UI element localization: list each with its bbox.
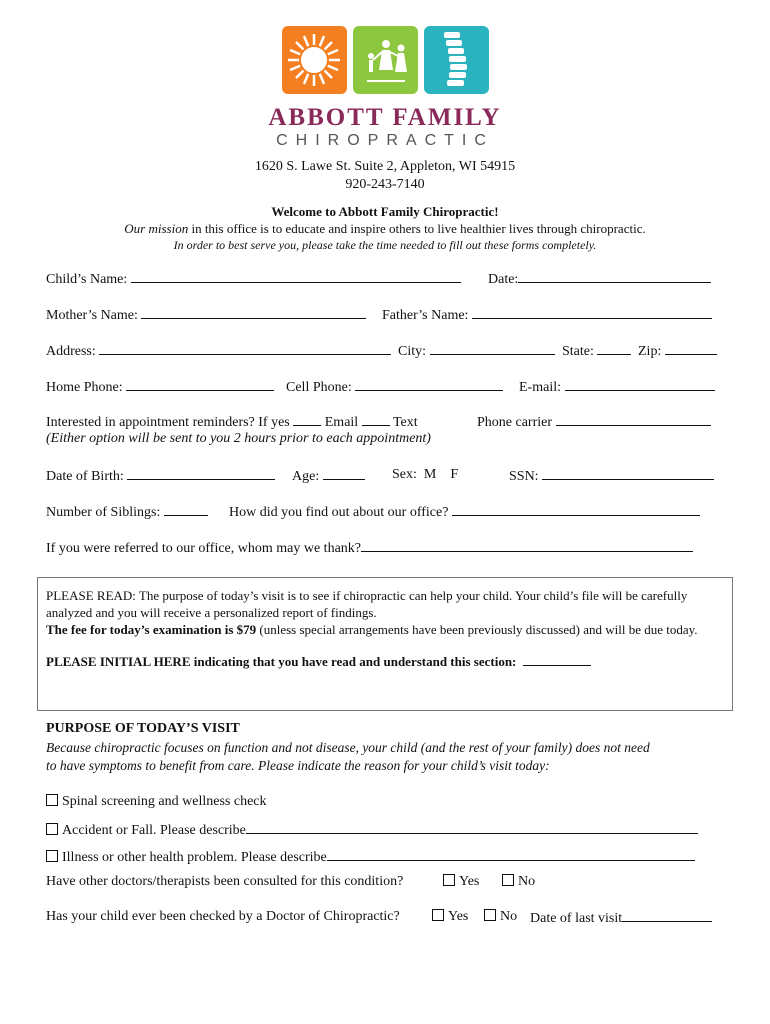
checkbox[interactable]	[443, 874, 455, 886]
initial-field[interactable]: PLEASE INITIAL HERE indicating that you have read and understand this section:	[46, 653, 722, 670]
chiro-yes[interactable]: Yes	[432, 909, 468, 925]
checkbox[interactable]	[46, 823, 58, 835]
office-address: 1620 S. Lawe St. Suite 2, Appleton, WI 54915	[254, 159, 516, 174]
referred-field[interactable]: If you were referred to our office, whom may we thank?	[46, 539, 693, 557]
zip-field[interactable]: Zip:	[638, 342, 717, 360]
consulted-question: Have other doctors/therapists been consulted for this condition?	[46, 874, 404, 889]
chiro-no[interactable]: No	[484, 909, 517, 925]
city-field[interactable]: City:	[398, 342, 555, 360]
reminders-field[interactable]: Interested in appointment reminders? If yes Email Text	[46, 415, 418, 430]
how-find-field[interactable]: How did you find out about our office?	[229, 503, 700, 521]
purpose-intro-2: to have symptoms to benefit from care. Please indicate the reason for your child’s visit today:	[46, 758, 550, 773]
phone-carrier-field[interactable]: Phone carrier	[477, 413, 711, 431]
siblings-field[interactable]: Number of Siblings:	[46, 503, 208, 521]
home-phone-field[interactable]: Home Phone:	[46, 378, 274, 396]
sun-icon	[282, 26, 347, 94]
mother-name-field[interactable]: Mother’s Name:	[46, 306, 366, 324]
consulted-yes[interactable]: Yes	[443, 874, 479, 890]
notice-read: PLEASE READ: The purpose of today’s visit is to see if chiropractic can help your child. Your child’s file will be carefully analyzed and you will receive a personalized report of findings.	[46, 588, 688, 620]
consulted-no[interactable]: No	[502, 874, 535, 890]
option-wellness[interactable]: Spinal screening and wellness check	[46, 794, 267, 810]
instruction-text: In order to best serve you, please take the time needed to fill out these forms completely.	[173, 238, 597, 252]
checkbox[interactable]	[46, 794, 58, 806]
child-name-field[interactable]: Child’s Name:	[46, 270, 461, 288]
sex-field[interactable]: Sex: M F	[392, 467, 459, 482]
age-field[interactable]: Age:	[292, 467, 365, 485]
ssn-field[interactable]: SSN:	[509, 467, 714, 485]
state-field[interactable]: State:	[562, 342, 631, 360]
last-visit-field[interactable]: Date of last visit	[530, 909, 712, 927]
mission-statement: Our mission in this office is to educate and inspire others to live healthier lives through chiropractic.	[124, 221, 646, 236]
chiro-question: Has your child ever been checked by a Doctor of Chiropractic?	[46, 909, 400, 924]
option-illness[interactable]: Illness or other health problem. Please describe	[46, 848, 695, 866]
welcome-heading: Welcome to Abbott Family Chiropractic!	[271, 204, 499, 219]
family-icon	[353, 26, 418, 94]
cell-phone-field[interactable]: Cell Phone:	[286, 378, 503, 396]
email-field[interactable]: E-mail:	[519, 378, 715, 396]
father-name-field[interactable]: Father’s Name:	[382, 306, 712, 324]
address-field[interactable]: Address:	[46, 342, 391, 360]
reminder-note: (Either option will be sent to you 2 hours prior to each appointment)	[46, 431, 431, 446]
brand-name: ABBOTT FAMILY	[268, 104, 502, 131]
checkbox[interactable]	[46, 850, 58, 862]
option-accident[interactable]: Accident or Fall. Please describe	[46, 821, 698, 839]
brand-subtitle: CHIROPRACTIC	[276, 132, 494, 149]
checkbox[interactable]	[484, 909, 496, 921]
purpose-intro-1: Because chiropractic focuses on function and not disease, your child (and the rest of your family) does not need	[46, 740, 650, 755]
logo	[282, 26, 490, 94]
notice-fee: The fee for today’s examination is $79 (unless special arrangements have been previously discussed) and will be due today.	[46, 622, 698, 637]
checkbox[interactable]	[502, 874, 514, 886]
date-field[interactable]: Date:	[488, 270, 711, 288]
office-phone: 920-243-7140	[345, 177, 425, 192]
checkbox[interactable]	[432, 909, 444, 921]
purpose-heading: PURPOSE OF TODAY’S VISIT	[46, 721, 240, 736]
spine-icon	[424, 26, 489, 94]
notice-box	[37, 577, 733, 711]
dob-field[interactable]: Date of Birth:	[46, 467, 275, 485]
